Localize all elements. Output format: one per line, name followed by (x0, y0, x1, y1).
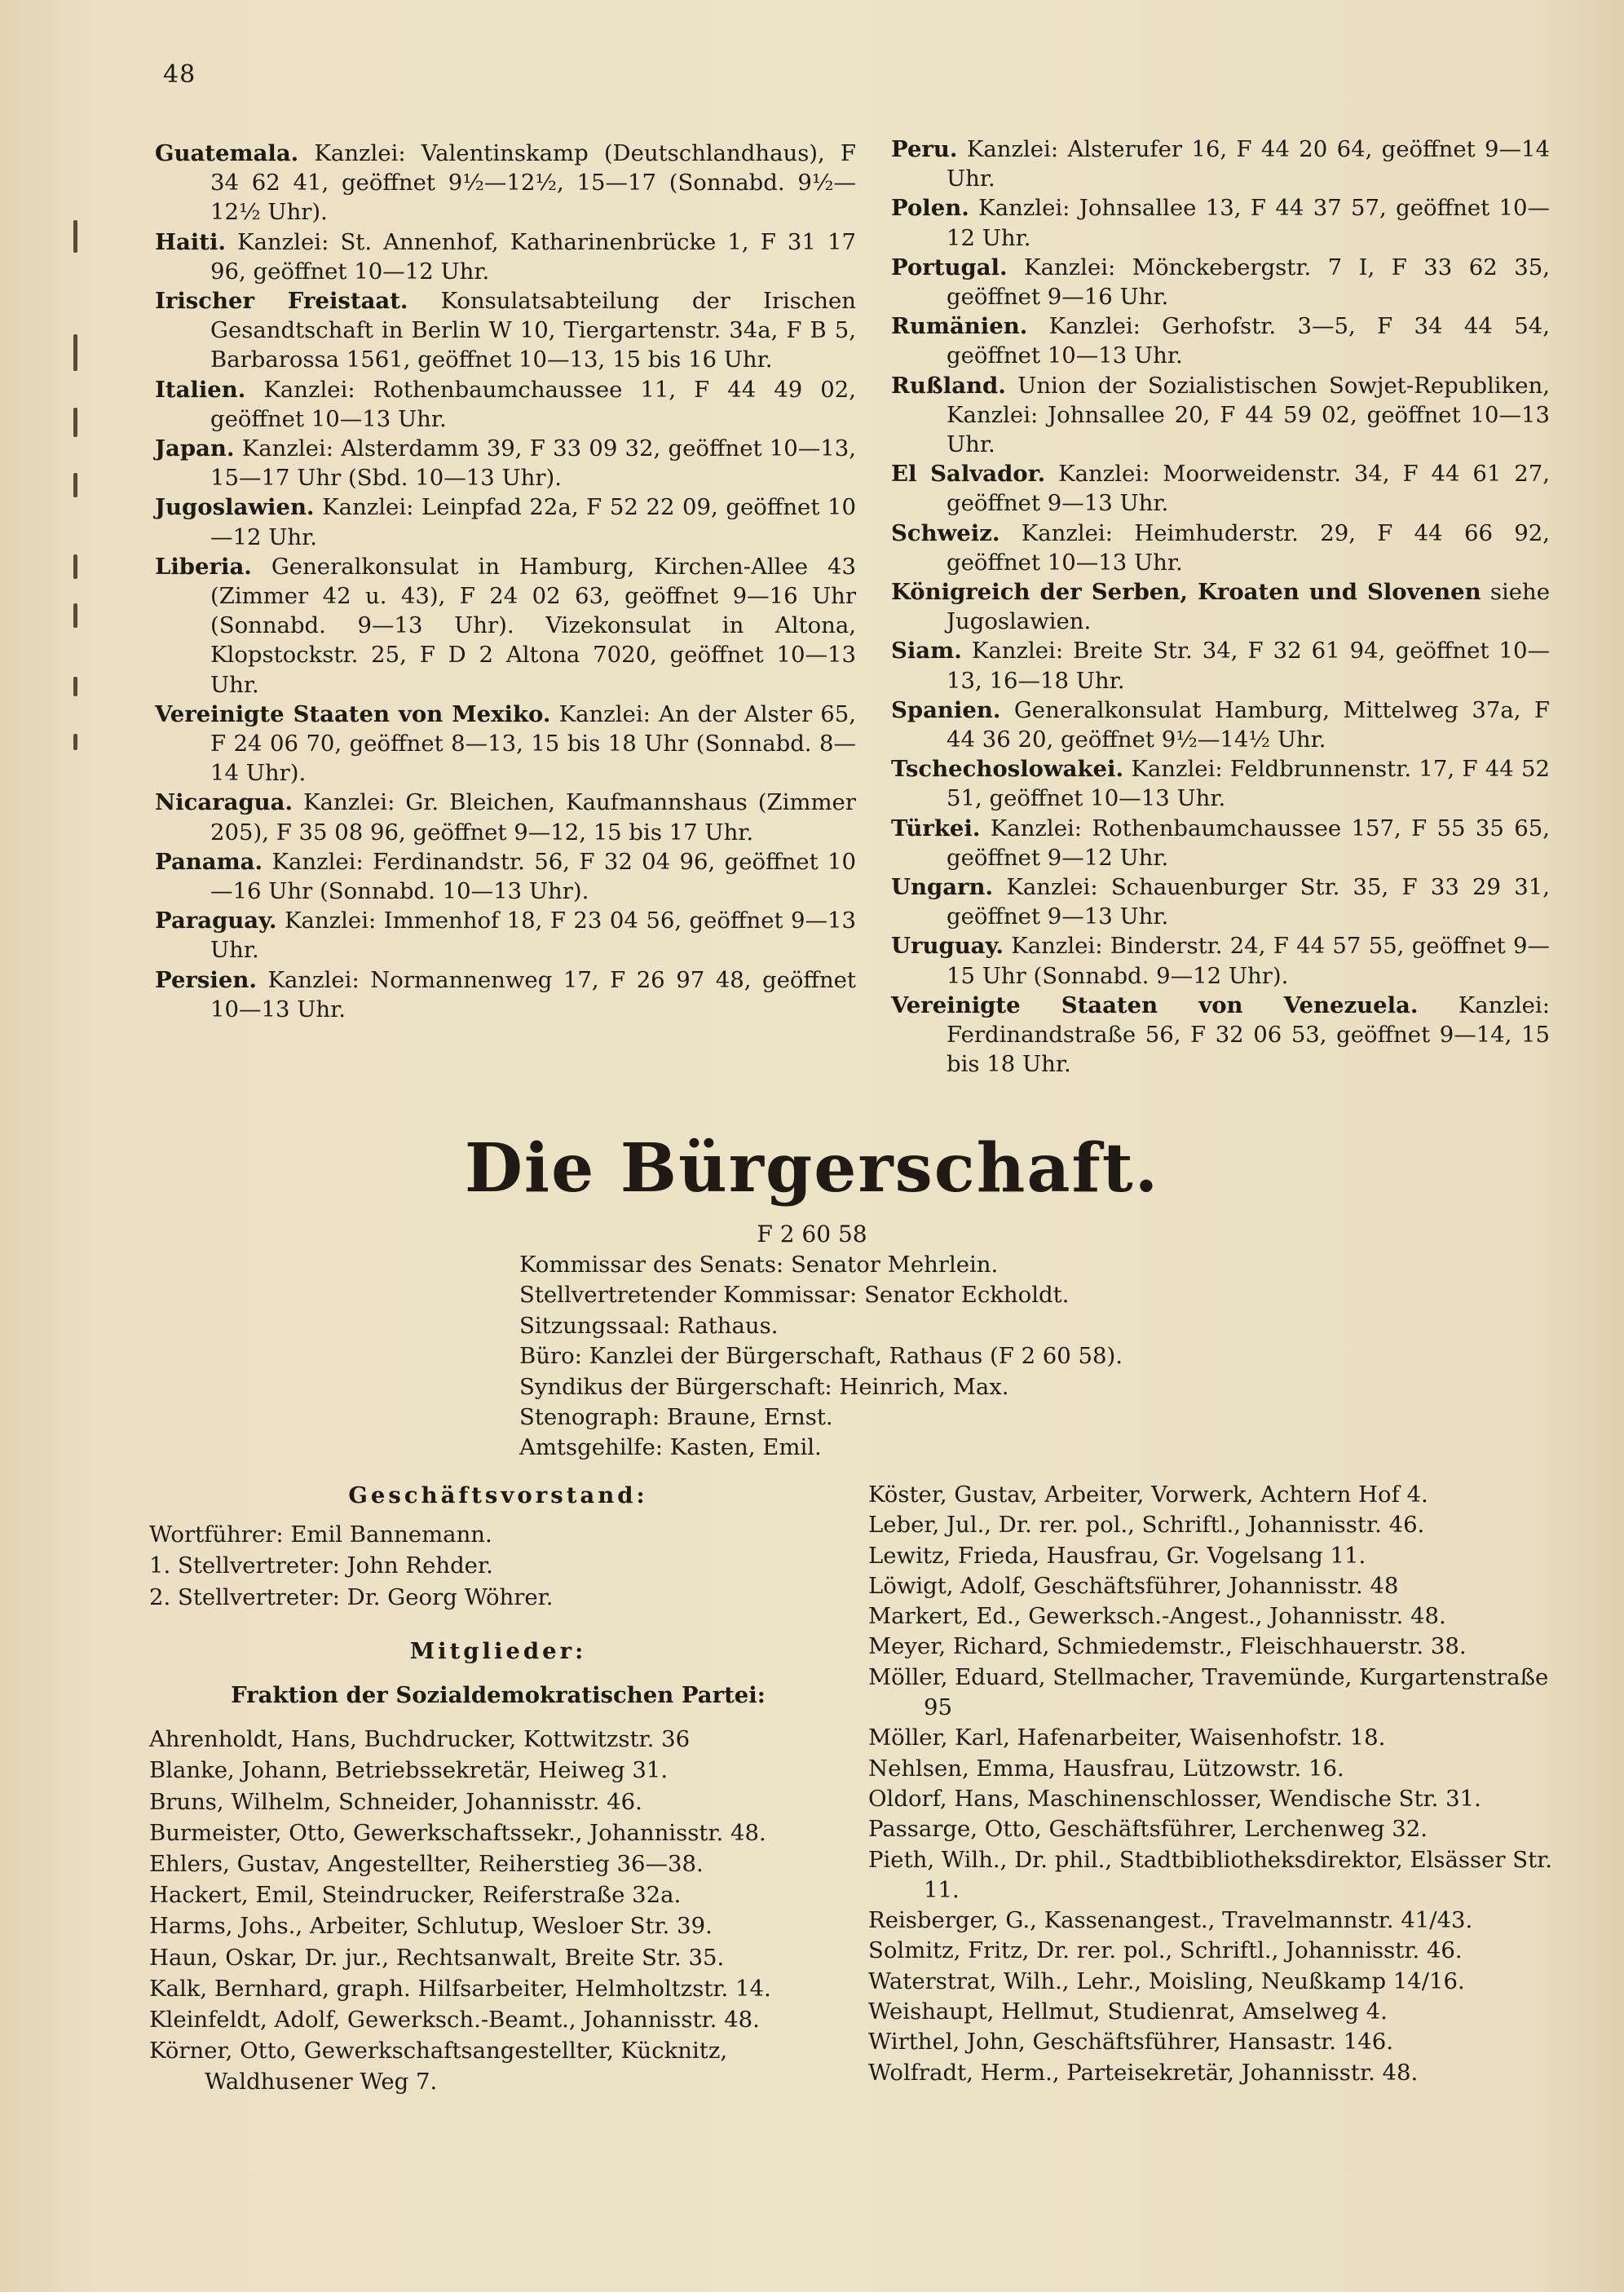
consulate-details: Kanzlei: Johnsallee 13, F 44 37 57, geöffnet 10—12 Uhr. (947, 195, 1551, 251)
consulate-details: Kanzlei: Mönckebergstr. 7 I, F 33 62 35, geöffnet 9—16 Uhr. (947, 254, 1550, 311)
consulate-details: Kanzlei: Heimhuderstr. 29, F 44 66 92, geöffnet 10—13 Uhr. (947, 519, 1550, 576)
margin-mark (73, 734, 77, 750)
consulate-details: siehe Jugoslawien. (947, 579, 1550, 635)
country-name: Irischer Freistaat. (155, 288, 408, 315)
member-entry: Pieth, Wilh., Dr. phil., Stadtbibliotheksdirektor, Elsässer Str. 11. (868, 1846, 1553, 1903)
consulate-entry (155, 847, 856, 906)
member-entry: Hackert, Emil, Steindrucker, Reiferstraße 32a. (149, 1882, 682, 1909)
margin-mark (73, 677, 77, 696)
country-name: Portugal. (891, 254, 1008, 280)
member-entry: Meyer, Richard, Schmiedemstr., Fleischhauerstr. 38. (868, 1633, 1467, 1660)
country-name: Königreich der Serben, Kroaten und Slovenen (891, 579, 1481, 606)
member-entry: Passarge, Otto, Geschäftsführer, Lerchenweg 32. (868, 1816, 1428, 1843)
consulate-details: Generalkonsulat Hamburg, Mittelweg 37a, F 44 36 20, geöffnet 9½—14½ Uhr. (947, 696, 1550, 753)
member-entry: Haun, Oskar, Dr. jur., Rechtsanwalt, Breite Str. 35. (149, 1944, 725, 1971)
info-line: Kommissar des Senats: Senator Mehrlein. (519, 1252, 999, 1278)
country-name: Türkei. (891, 815, 981, 841)
party-heading: Fraktion der Sozialdemokratischen Partei: (231, 1682, 766, 1709)
consulate-details: Kanzlei: Leinpfad 22a, F 52 22 09, geöffnet 10—12 Uhr. (210, 494, 856, 550)
member-entry: Lewitz, Frieda, Hausfrau, Gr. Vogelsang 11. (868, 1542, 1366, 1569)
member-entry: Möller, Eduard, Stellmacher, Travemünde, Kurgartenstraße 95 (868, 1663, 1549, 1721)
member-entry: Körner, Otto, Gewerkschaftsangestellter, Kücknitz, Waldhusener Weg 7. (149, 2038, 728, 2095)
country-name: Paraguay. (155, 908, 277, 934)
country-name: Japan. (155, 435, 235, 462)
consulate-details: Kanzlei: Schauenburger Str. 35, F 33 29 31, geöffnet 9—13 Uhr. (947, 874, 1550, 930)
info-line: Büro: Kanzlei der Bürgerschaft, Rathaus (F 2 60 58). (519, 1343, 1123, 1370)
consulate-entry (891, 754, 1550, 813)
member-entry: Waterstrat, Wilh., Lehr., Moisling, Neußkamp 14/16. (868, 1967, 1465, 1994)
margin-mark (73, 220, 77, 253)
country-name: Persien. (155, 966, 257, 993)
member-entry: Löwigt, Adolf, Geschäftsführer, Johannisstr. 48 (868, 1572, 1399, 1599)
section-title: Die Bürgerschaft. (464, 1129, 1160, 1208)
country-name: Ungarn. (891, 874, 994, 901)
consulate-entry (891, 991, 1550, 1080)
consulate-entry (891, 872, 1550, 931)
consulate-entry (891, 135, 1550, 193)
consulates-left-column (155, 139, 856, 1024)
buergerschaft-info (519, 1250, 1253, 1464)
country-name: Vereinigte Staaten von Mexiko. (155, 700, 551, 727)
consulate-entry (155, 139, 856, 227)
member-entry: Burmeister, Otto, Gewerkschaftssekr., Johannisstr. 48. (149, 1819, 766, 1846)
member-entry: Harms, Johs., Arbeiter, Schlutup, Wesloer Str. 39. (149, 1913, 713, 1940)
country-name: Panama. (155, 848, 263, 875)
country-name: Vereinigte Staaten von Venezuela. (891, 991, 1419, 1018)
consulate-entry (155, 552, 856, 700)
consulate-details: Kanzlei: Rothenbaumchaussee 157, F 55 35 65, geöffnet 9—12 Uhr. (947, 815, 1550, 871)
consulate-details: Kanzlei: An der Alster 65, F 24 06 70, geöffnet 8—13, 15 bis 18 Uhr (Sonnabd. 8—14 Uhr). (210, 700, 856, 787)
country-name: Polen. (891, 195, 969, 222)
member-entry: Blanke, Johann, Betriebssekretär, Heiweg 31. (149, 1757, 669, 1784)
consulate-details: Kanzlei: Valentinskamp (Deutschlandhaus), F 34 62 41, geöffnet 9½—12½, 15—17 (Sonnabd. 9½—12½ Uhr). (210, 140, 856, 226)
consulate-details: Kanzlei: Moorweidenstr. 34, F 44 61 27, geöffnet 9—13 Uhr. (947, 461, 1551, 517)
country-name: Schweiz. (891, 519, 1000, 546)
margin-mark (73, 408, 77, 437)
consulate-entry (155, 492, 856, 551)
member-entry: Markert, Ed., Gewerksch.-Angest., Johannisstr. 48. (868, 1603, 1446, 1630)
margin-mark (73, 334, 77, 371)
vorstand-line: 1. Stellvertreter: John Rehder. (149, 1552, 493, 1579)
consulate-details: Generalkonsulat in Hamburg, Kirchen-Allee 43 (Zimmer 42 u. 43), F 24 02 63, geöffnet 9—16 Uhr (Sonnabd. 9—13 Uhr). Vizekonsulat in Altona, Klopstockstr. 25, F D 2 Altona 7020, geöffnet 10—13 Uhr. (210, 553, 856, 698)
member-entry: Solmitz, Fritz, Dr. rer. pol., Schriftl., Johannisstr. 46. (868, 1937, 1463, 1964)
info-line: Stellvertretender Kommissar: Senator Eckholdt. (519, 1282, 1070, 1309)
consulate-details: Kanzlei: Gerhofstr. 3—5, F 34 44 54, geöffnet 10—13 Uhr. (947, 313, 1550, 369)
section-phone: F 2 60 58 (757, 1221, 867, 1248)
consulate-details: Kanzlei: Normannenweg 17, F 26 97 48, geöffnet 10—13 Uhr. (210, 966, 856, 1022)
consulate-details: Kanzlei: Alsterdamm 39, F 33 09 32, geöffnet 10—13, 15—17 Uhr (Sbd. 10—13 Uhr). (210, 435, 856, 492)
country-name: Haiti. (155, 228, 226, 255)
consulate-entry (155, 965, 856, 1024)
consulate-details: Kanzlei: Ferdinandstr. 56, F 32 04 96, geöffnet 10—16 Uhr (Sonnabd. 10—13 Uhr). (210, 848, 856, 905)
consulate-details: Kanzlei: Alsterufer 16, F 44 20 64, geöffnet 9—14 Uhr. (947, 136, 1551, 192)
members-left-column (149, 1480, 847, 2098)
country-name: El Salvador. (891, 461, 1046, 488)
member-entry: Köster, Gustav, Arbeiter, Vorwerk, Achtern Hof 4. (868, 1482, 1428, 1508)
member-entry: Weishaupt, Hellmut, Studienrat, Amselweg 4. (868, 1998, 1388, 2025)
consulate-details: Kanzlei: Rothenbaumchaussee 11, F 44 49 02, geöffnet 10—13 Uhr. (210, 376, 856, 432)
consulate-entry (891, 193, 1550, 252)
country-name: Uruguay. (891, 933, 1004, 960)
member-entry: Ahrenholdt, Hans, Buchdrucker, Kottwitzstr. 36 (149, 1726, 691, 1753)
info-line: Sitzungssaal: Rathaus. (519, 1312, 779, 1339)
member-entry: Kleinfeldt, Adolf, Gewerksch.-Beamt., Johannisstr. 48. (149, 2007, 760, 2034)
consulate-details: Union der Sozialistischen Sowjet-Republiken, Kanzlei: Johnsallee 20, F 44 59 02, geöffnet 10—13 Uhr. (947, 372, 1550, 458)
vorstand-heading: Geschäftsvorstand: (348, 1482, 648, 1508)
margin-mark (73, 554, 77, 579)
country-name: Tschechoslowakei. (891, 756, 1124, 783)
consulate-entry (155, 375, 856, 434)
consulate-details: Kanzlei: Binderstr. 24, F 44 57 55, geöffnet 9—15 Uhr (Sonnabd. 9—12 Uhr). (947, 933, 1550, 989)
country-name: Siam. (891, 638, 962, 665)
consulate-entry (891, 696, 1550, 754)
consulate-entry (891, 459, 1550, 518)
consulate-entry (891, 931, 1550, 990)
consulate-entry (155, 227, 856, 286)
country-name: Liberia. (155, 553, 252, 580)
info-line: Amtsgehilfe: Kasten, Emil. (519, 1434, 822, 1461)
consulate-entry (891, 311, 1550, 370)
consulate-details: Kanzlei: Ferdinandstraße 56, F 32 06 53, geöffnet 9—14, 15 bis 18 Uhr. (947, 991, 1550, 1078)
country-name: Italien. (155, 376, 246, 403)
consulate-details: Kanzlei: St. Annenhof, Katharinenbrücke 1, F 31 17 96, geöffnet 10—12 Uhr. (210, 228, 857, 285)
consulate-entry (891, 814, 1550, 872)
country-name: Rumänien. (891, 313, 1028, 340)
country-name: Guatemala. (155, 140, 299, 166)
country-name: Rußland. (891, 372, 1006, 399)
members-right-column (868, 1480, 1563, 2088)
member-entry: Reisberger, G., Kassenangest., Travelmannstr. 41/43. (868, 1907, 1473, 1934)
consulate-details: Kanzlei: Gr. Bleichen, Kaufmannshaus (Zimmer 205), F 35 08 96, geöffnet 9—12, 15 bis 17 Uhr. (210, 789, 856, 846)
margin-mark (73, 473, 77, 497)
member-entry: Nehlsen, Emma, Hausfrau, Lützowstr. 16. (868, 1755, 1344, 1782)
margin-mark (73, 603, 77, 628)
info-line: Stenograph: Braune, Ernst. (519, 1404, 833, 1431)
consulate-entry (155, 906, 856, 965)
consulate-details: Kanzlei: Immenhof 18, F 23 04 56, geöffnet 9—13 Uhr. (210, 908, 857, 964)
member-entry: Kalk, Bernhard, graph. Hilfsarbeiter, Helmholtzstr. 14. (149, 1975, 771, 2002)
country-name: Spanien. (891, 696, 1001, 723)
country-name: Jugoslawien. (155, 494, 315, 521)
member-entry: Oldorf, Hans, Maschinenschlosser, Wendische Str. 31. (868, 1785, 1481, 1812)
vorstand-line: Wortführer: Emil Bannemann. (149, 1521, 492, 1548)
member-entry: Möller, Karl, Hafenarbeiter, Waisenhofstr. 18. (868, 1725, 1386, 1751)
consulate-entry (891, 253, 1550, 311)
consulate-entry (891, 636, 1550, 695)
vorstand-line: 2. Stellvertreter: Dr. Georg Wöhrer. (149, 1583, 554, 1610)
member-entry: Ehlers, Gustav, Angestellter, Reiherstieg 36—38. (149, 1851, 704, 1878)
consulate-entry (155, 788, 856, 846)
consulate-details: Kanzlei: Breite Str. 34, F 32 61 94, geöffnet 10—13, 16—18 Uhr. (947, 638, 1550, 694)
member-entry: Bruns, Wilhelm, Schneider, Johannisstr. 46. (149, 1788, 642, 1815)
consulate-entry (891, 371, 1550, 460)
consulate-entry (155, 434, 856, 492)
consulates-right-column (891, 135, 1550, 1080)
consulate-entry (891, 577, 1550, 636)
consulate-entry (155, 700, 856, 788)
info-line: Syndikus der Bürgerschaft: Heinrich, Max. (519, 1373, 1009, 1400)
members-heading: Mitglieder: (409, 1637, 587, 1664)
country-name: Nicaragua. (155, 789, 293, 816)
consulate-details: Konsulatsabteilung der Irischen Gesandtschaft in Berlin W 10, Tiergartenstr. 34a, F B 5, Barbarossa 1561, geöffnet 10—13, 15 bis 16 Uhr. (210, 288, 856, 373)
consulate-entry (891, 519, 1550, 577)
consulate-details: Kanzlei: Feldbrunnenstr. 17, F 44 52 51, geöffnet 10—13 Uhr. (947, 756, 1550, 812)
country-name: Peru. (891, 136, 958, 162)
member-entry: Leber, Jul., Dr. rer. pol., Schriftl., Johannisstr. 46. (868, 1512, 1425, 1539)
consulate-entry (155, 286, 856, 375)
member-entry: Wolfradt, Herm., Parteisekretär, Johannisstr. 48. (868, 2059, 1419, 2086)
page-number: 48 (163, 60, 196, 89)
member-entry: Wirthel, John, Geschäftsführer, Hansastr. 146. (868, 2029, 1393, 2056)
